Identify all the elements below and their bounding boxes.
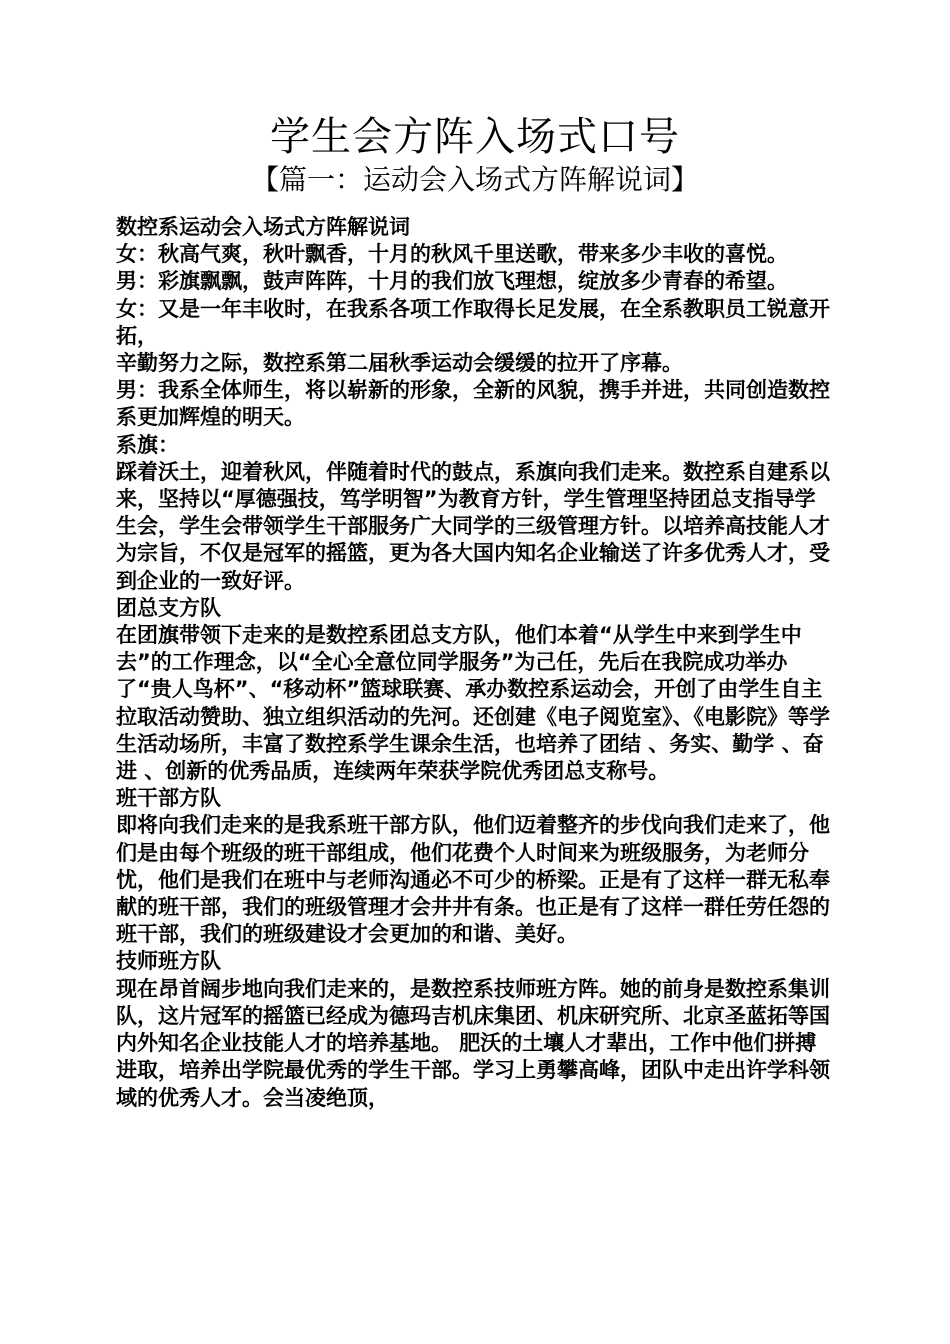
paragraph: 辛勤努力之际，数控系第二届秋季运动会缓缓的拉开了序幕。: [116, 351, 683, 376]
paragraph: 即将向我们走来的是我系班干部方队，他们迈着整齐的步伐向我们走来了，他们是由每个班级的班干部组成，他们花费个人时间来为班级服务，为老师分忧，他们是我们在班中与老师沟通必不可少的桥梁。正是有了这样一群无私奉献的班干部，我们的班级管理才会井井有条。也正是有了这样一群任劳任怨的班干部，我们的班级建设才会更加的和谐、美好。: [116, 813, 830, 947]
paragraph: 在团旗带领下走来的是数控系团总支方队，他们本着“从学生中来到学生中去”的工作理念，以“全心全意位同学服务”为己任，先后在我院成功举办了“贵人鸟杯”、“移动杯”篮球联赛、承办数控系运动会，开创了由学生自主拉取活动赞助、独立组织活动的先河。还创建《电子阅览室》、《电影院》等学生活动场所，丰富了数控系学生课余生活，也培养了团结 、务实、勤学 、奋进 、创新的优秀品质，连续两年荣获学院优秀团总支称号。: [116, 623, 830, 784]
section-heading: 团总支方队: [116, 595, 221, 620]
paragraph: 女：又是一年丰收时，在我系各项工作取得长足发展，在全系教职员工锐意开拓，: [116, 296, 830, 348]
paragraph: 踩着沃土，迎着秋风，伴随着时代的鼓点，系旗向我们走来。数控系自建系以来，坚持以“厚德强技，笃学明智”为教育方针，学生管理坚持团总支指导学生会，学生会带领学生干部服务广大同学的三级管理方针。以培养高技能人才为宗旨，不仅是冠军的摇篮，更为各大国内知名企业输送了许多优秀人才，受到企业的一致好评。: [116, 459, 830, 593]
document-subtitle: 【篇一：运动会入场式方阵解说词】: [250, 163, 699, 196]
section-heading: 数控系运动会入场式方阵解说词: [116, 215, 410, 239]
paragraph: 现在昂首阔步地向我们走来的，是数控系技师班方阵。她的前身是数控系集训队，这片冠军的摇篮已经成为德玛吉机床集团、机床研究所、北京圣蓝拓等国内外知名企业技能人才的培养基地。 肥沃的土壤人才辈出，工作中他们拼搏进取，培养出学院最优秀的学生干部。学习上勇攀高峰，团队中走出许学科领域的优秀人才。会当凌绝顶，: [116, 976, 830, 1110]
document-title: 学生会方阵入场式口号: [270, 114, 680, 160]
document-body: [116, 214, 836, 1112]
section-heading: 系旗：: [116, 432, 179, 457]
paragraph: 女：秋高气爽，秋叶飘香，十月的秋风千里送歌，带来多少丰收的喜悦。 男：彩旗飘飘，鼓声阵阵，十月的我们放飞理想，绽放多少青春的希望。: [116, 242, 788, 294]
paragraph: 男：我系全体师生，将以崭新的形象，全新的风貌，携手并进，共同创造数控系更加辉煌的明天。: [116, 378, 830, 430]
section-heading: 技师班方队: [116, 949, 221, 974]
section-heading: 班干部方队: [116, 786, 221, 811]
